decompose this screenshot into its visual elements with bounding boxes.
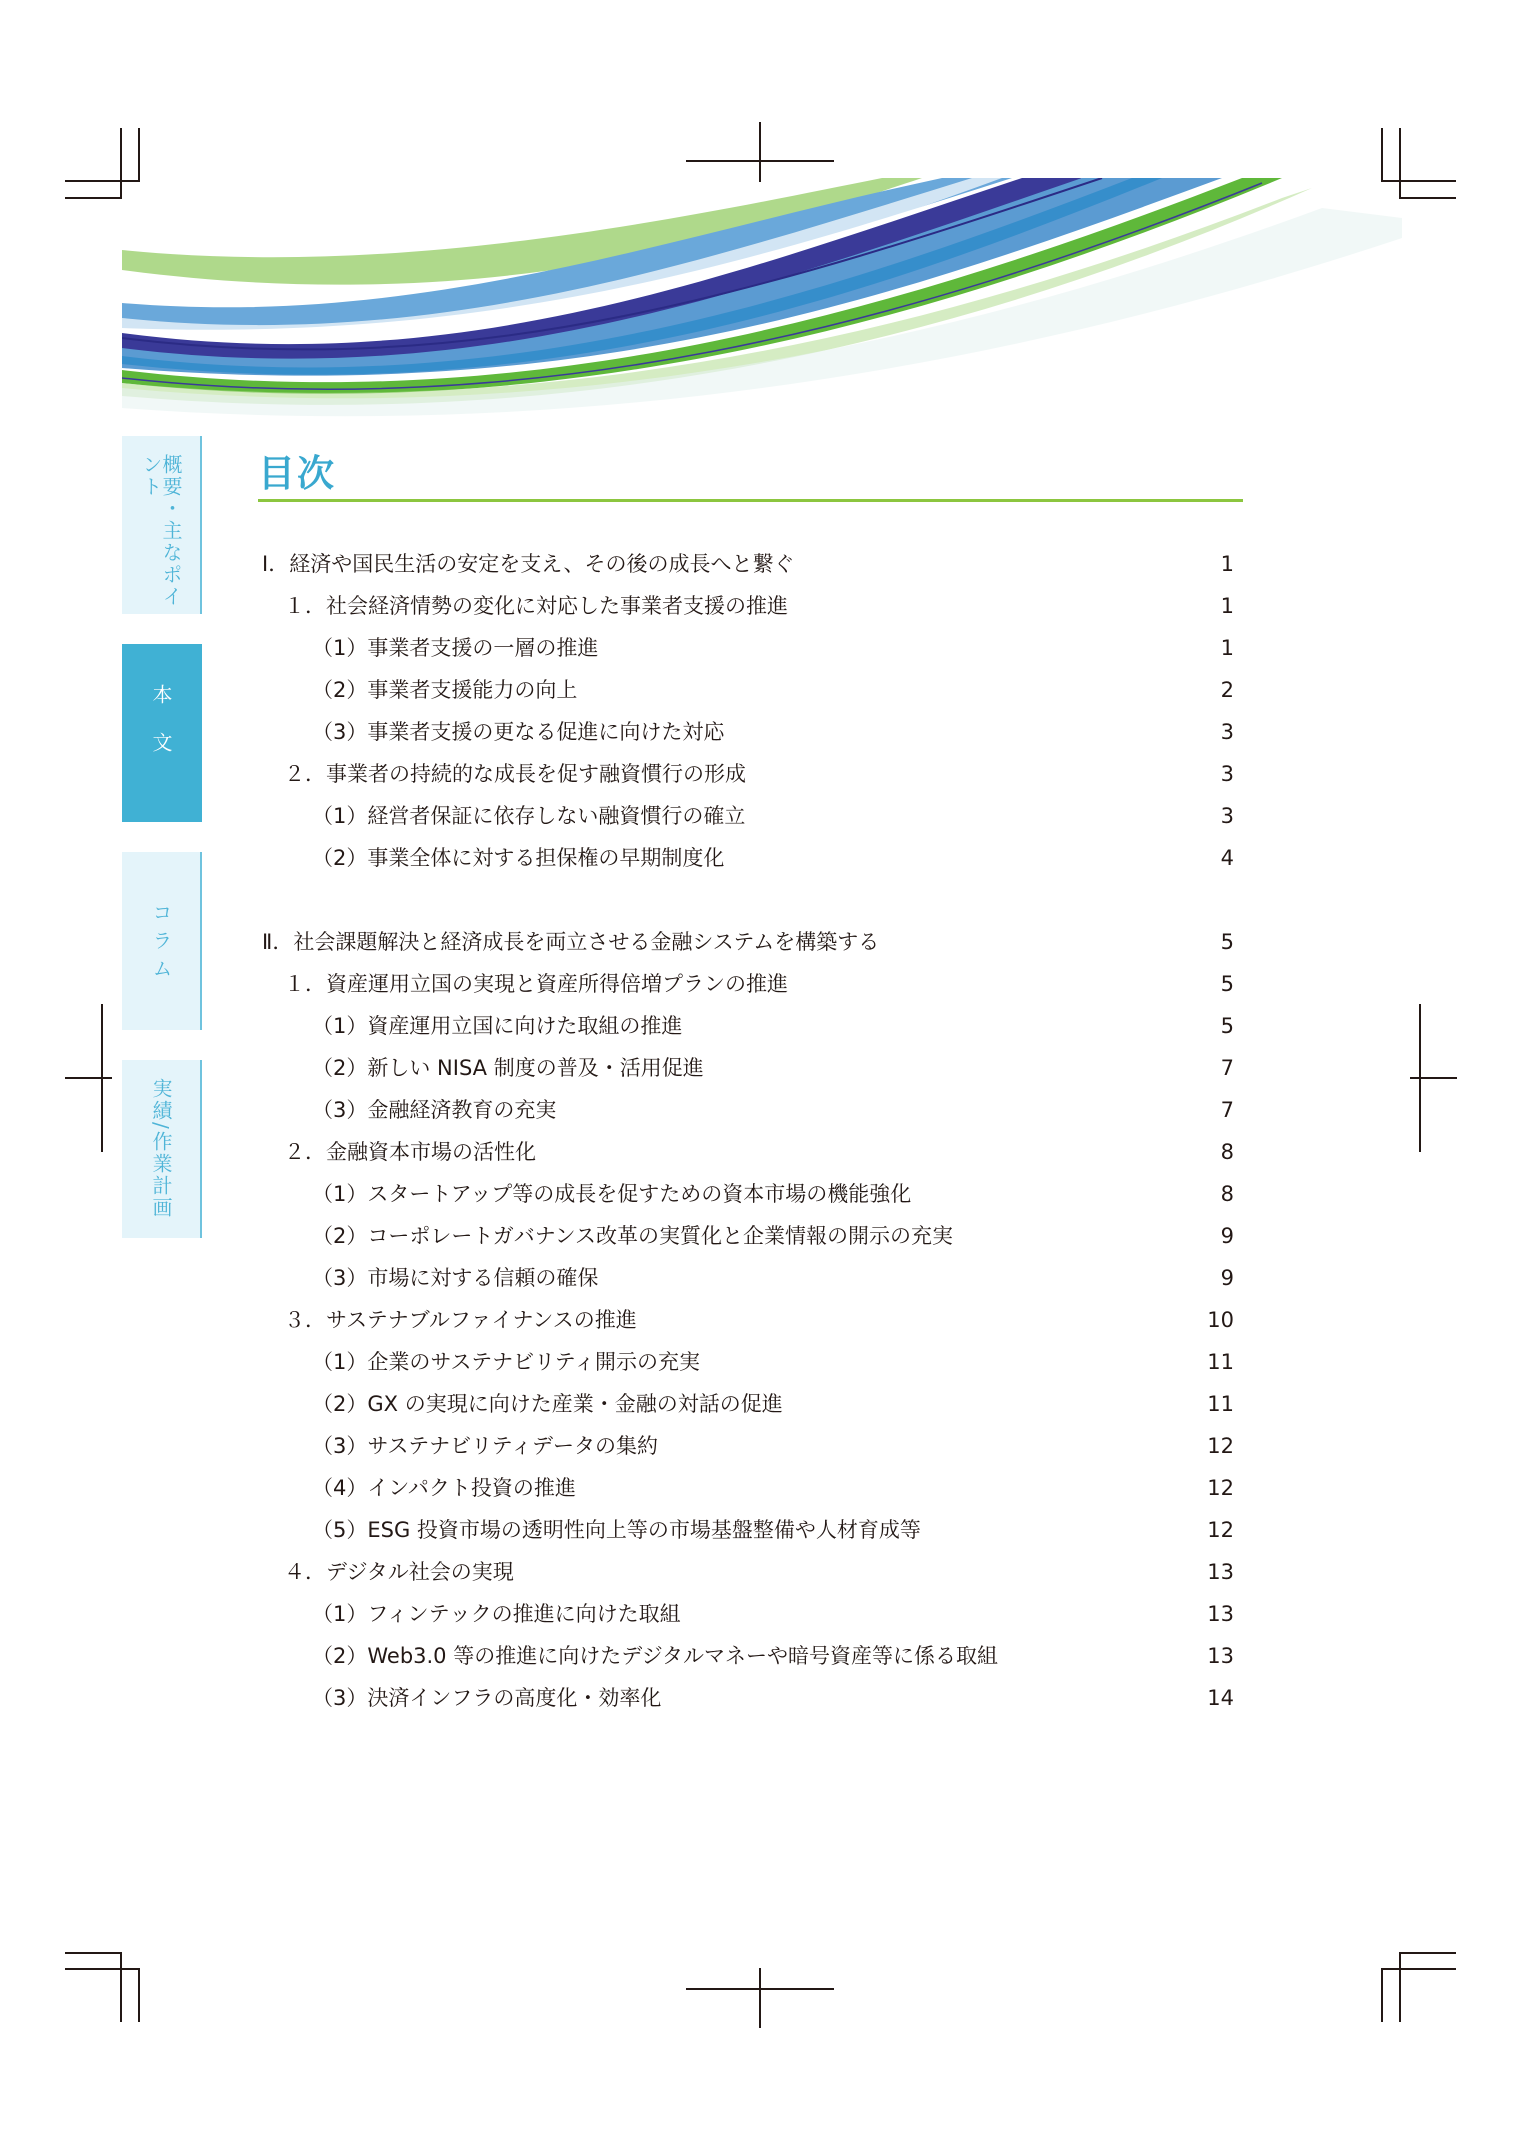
- toc-page-number: 3: [1220, 762, 1234, 786]
- toc-page-number: 11: [1207, 1350, 1234, 1374]
- table-of-contents: [262, 543, 1234, 1719]
- toc-entry[interactable]: [262, 837, 1234, 879]
- toc-page-number: 12: [1207, 1476, 1234, 1500]
- toc-entry[interactable]: [262, 921, 1234, 963]
- toc-entry-label: Ⅱ．社会課題解決と経済成長を両立させる金融システムを構築する: [262, 930, 880, 954]
- toc-entry[interactable]: [262, 1425, 1234, 1467]
- side-tab-main-text[interactable]: [122, 644, 202, 822]
- toc-page-number: 13: [1207, 1602, 1234, 1626]
- toc-page-number: 1: [1220, 552, 1234, 576]
- toc-page-number: 9: [1220, 1224, 1234, 1248]
- side-tab-label: コラム: [149, 902, 173, 986]
- toc-entry[interactable]: [262, 627, 1234, 669]
- toc-entry[interactable]: [262, 1383, 1234, 1425]
- toc-entry[interactable]: [262, 1173, 1234, 1215]
- toc-entry[interactable]: [262, 1509, 1234, 1551]
- title-rule: [258, 499, 1243, 502]
- toc-entry[interactable]: [262, 753, 1234, 795]
- toc-entry[interactable]: [262, 1467, 1234, 1509]
- toc-page-number: 13: [1207, 1644, 1234, 1668]
- toc-entry-label: （2）コーポレートガバナンス改革の実質化と企業情報の開示の充実: [312, 1224, 954, 1248]
- toc-page-number: 1: [1220, 636, 1234, 660]
- toc-entry[interactable]: [262, 1551, 1234, 1593]
- ribbon-banner: [122, 178, 1402, 418]
- toc-entry-label: （3）金融経済教育の充実: [312, 1098, 557, 1122]
- toc-entry-label: （2）Web3.0 等の推進に向けたデジタルマネーや暗号資産等に係る取組: [312, 1644, 998, 1668]
- toc-entry[interactable]: [262, 1677, 1234, 1719]
- toc-entry-label: ４．デジタル社会の実現: [284, 1560, 514, 1584]
- toc-entry-label: （1）スタートアップ等の成長を促すための資本市場の機能強化: [312, 1182, 912, 1206]
- toc-entry[interactable]: [262, 1047, 1234, 1089]
- toc-entry[interactable]: [262, 669, 1234, 711]
- toc-entry[interactable]: [262, 711, 1234, 753]
- toc-entry-label: ２．事業者の持続的な成長を促す融資慣行の形成: [284, 762, 746, 786]
- toc-entry-label: （3）事業者支援の更なる促進に向けた対応: [312, 720, 725, 744]
- toc-page-number: 14: [1207, 1686, 1234, 1710]
- toc-entry-label: ３．サステナブルファイナンスの推進: [284, 1308, 637, 1332]
- toc-page-number: 7: [1220, 1056, 1234, 1080]
- toc-page-number: 13: [1207, 1560, 1234, 1584]
- side-tab-column[interactable]: [122, 852, 202, 1030]
- side-tab-results[interactable]: [122, 1060, 202, 1238]
- toc-entry[interactable]: [262, 1131, 1234, 1173]
- toc-page-number: 7: [1220, 1098, 1234, 1122]
- toc-entry-label: （3）サステナビリティデータの集約: [312, 1434, 658, 1458]
- toc-entry[interactable]: [262, 1635, 1234, 1677]
- toc-entry[interactable]: [262, 1005, 1234, 1047]
- toc-page-number: 5: [1220, 930, 1234, 954]
- toc-entry[interactable]: [262, 963, 1234, 1005]
- toc-entry-label: （3）市場に対する信頼の確保: [312, 1266, 599, 1290]
- toc-page-number: 8: [1220, 1182, 1234, 1206]
- toc-entry[interactable]: [262, 543, 1234, 585]
- toc-entry-label: １．社会経済情勢の変化に対応した事業者支援の推進: [284, 594, 788, 618]
- side-tab-label: 実績/作業計画: [149, 1078, 173, 1219]
- toc-page-number: 12: [1207, 1518, 1234, 1542]
- toc-entry-label: （1）企業のサステナビリティ開示の充実: [312, 1350, 700, 1374]
- toc-entry-label: （5）ESG 投資市場の透明性向上等の市場基盤整備や人材育成等: [312, 1518, 921, 1542]
- toc-page-number: 9: [1220, 1266, 1234, 1290]
- toc-entry[interactable]: [262, 1257, 1234, 1299]
- toc-entry-label: （2）新しい NISA 制度の普及・活用促進: [312, 1056, 704, 1080]
- toc-entry-label: （2）事業全体に対する担保権の早期制度化: [312, 846, 725, 870]
- side-tab-label: 本文: [149, 684, 173, 780]
- toc-page-number: 10: [1207, 1308, 1234, 1332]
- toc-entry[interactable]: [262, 1215, 1234, 1257]
- toc-entry-label: １．資産運用立国の実現と資産所得倍増プランの推進: [284, 972, 788, 996]
- toc-page-number: 5: [1220, 1014, 1234, 1038]
- toc-entry-label: ２．金融資本市場の活性化: [284, 1140, 536, 1164]
- toc-entry-label: （3）決済インフラの高度化・効率化: [312, 1686, 662, 1710]
- side-tab-overview[interactable]: [122, 436, 202, 614]
- toc-page-number: 1: [1220, 594, 1234, 618]
- toc-entry-label: （1）資産運用立国に向けた取組の推進: [312, 1014, 683, 1038]
- toc-entry[interactable]: [262, 1593, 1234, 1635]
- toc-entry-label: （2）事業者支援能力の向上: [312, 678, 578, 702]
- toc-entry[interactable]: [262, 585, 1234, 627]
- toc-entry[interactable]: [262, 1299, 1234, 1341]
- toc-entry-label: （4）インパクト投資の推進: [312, 1476, 576, 1500]
- toc-page-number: 11: [1207, 1392, 1234, 1416]
- toc-page-number: 2: [1220, 678, 1234, 702]
- toc-page-number: 3: [1220, 804, 1234, 828]
- toc-page-number: 5: [1220, 972, 1234, 996]
- toc-entry-label: Ⅰ．経済や国民生活の安定を支え、その後の成長へと繋ぐ: [262, 552, 795, 576]
- toc-entry-label: （1）経営者保証に依存しない融資慣行の確立: [312, 804, 746, 828]
- toc-page-number: 8: [1220, 1140, 1234, 1164]
- toc-entry-label: （1）事業者支援の一層の推進: [312, 636, 599, 660]
- toc-entry-label: （2）GX の実現に向けた産業・金融の対話の促進: [312, 1392, 783, 1416]
- toc-page-number: 12: [1207, 1434, 1234, 1458]
- toc-entry[interactable]: [262, 795, 1234, 837]
- side-tab-label: 概要・主なポイント: [139, 454, 183, 608]
- toc-page-number: 4: [1220, 846, 1234, 870]
- toc-entry-label: （1）フィンテックの推進に向けた取組: [312, 1602, 681, 1626]
- toc-entry[interactable]: [262, 1341, 1234, 1383]
- toc-page-number: 3: [1220, 720, 1234, 744]
- page-title: 目次: [258, 452, 336, 495]
- toc-entry[interactable]: [262, 1089, 1234, 1131]
